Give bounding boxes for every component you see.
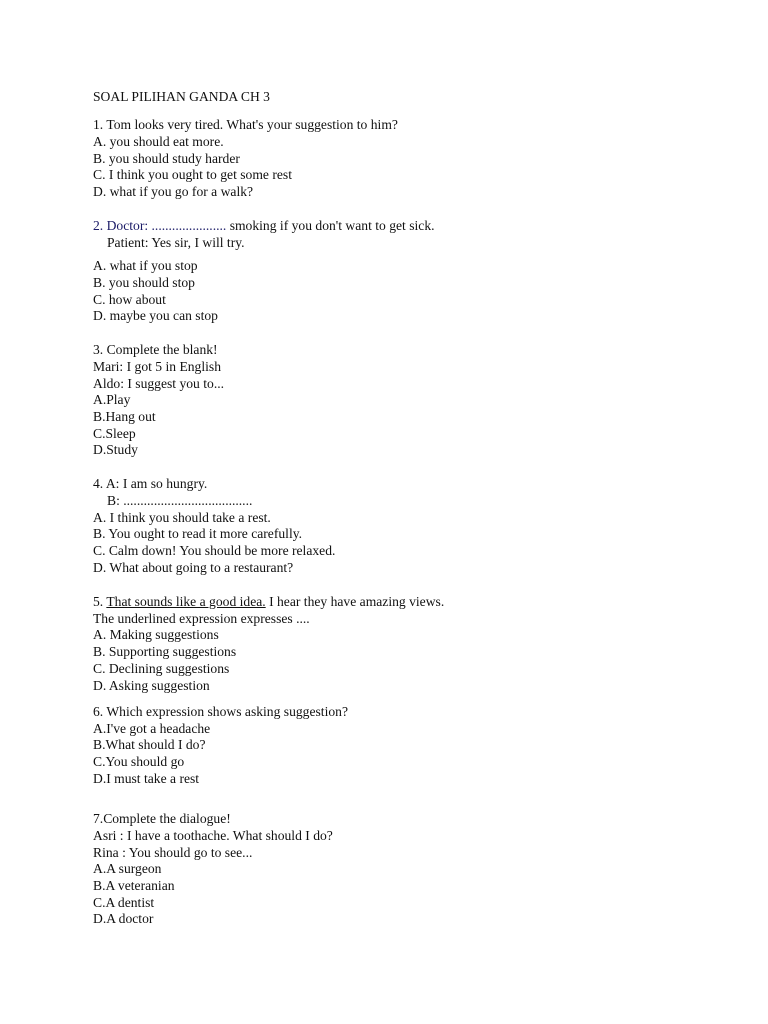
question-4-option-d: D. What about going to a restaurant? xyxy=(93,560,294,575)
question-6-stem: 6. Which expression shows asking suggestion? xyxy=(93,704,348,719)
question-2-option-a: A. what if you stop xyxy=(93,258,198,273)
question-7-dialogue-2: Rina : You should go to see... xyxy=(93,845,253,860)
question-3-option-b: B.Hang out xyxy=(93,409,156,424)
question-3-option-c: C.Sleep xyxy=(93,426,136,441)
question-3-dialogue-1: Mari: I got 5 in English xyxy=(93,359,221,374)
question-5-option-a: A. Making suggestions xyxy=(93,627,219,642)
question-1-stem: 1. Tom looks very tired. What's your suggestion to him? xyxy=(93,117,398,132)
question-7-dialogue-1: Asri : I have a toothache. What should I do? xyxy=(93,828,333,843)
question-4-stem-extra: B: ...................................... xyxy=(107,493,253,508)
question-7-stem: 7.Complete the dialogue! xyxy=(93,811,231,826)
question-2-stem xyxy=(93,218,435,234)
question-2-stem-tail: smoking if you don't want to get sick. xyxy=(226,218,435,233)
question-5-option-d: D. Asking suggestion xyxy=(93,678,210,693)
question-5-stem xyxy=(93,594,444,610)
question-5-underlined-expression: That sounds like a good idea. xyxy=(106,594,266,609)
question-5-stem-tail: I hear they have amazing views. xyxy=(265,594,445,609)
question-5-prompt: The underlined expression expresses .... xyxy=(93,611,310,626)
question-2-option-d: D. maybe you can stop xyxy=(93,308,218,323)
question-2-stem-extra: Patient: Yes sir, I will try. xyxy=(107,235,245,250)
question-2-stem-lead: 2. Doctor: xyxy=(93,218,152,233)
question-3-option-a: A.Play xyxy=(93,392,131,407)
question-7-option-c: C.A dentist xyxy=(93,895,155,910)
question-5-option-b: B. Supporting suggestions xyxy=(93,644,237,659)
document-title: SOAL PILIHAN GANDA CH 3 xyxy=(93,89,270,104)
question-2-option-c: C. how about xyxy=(93,292,166,307)
question-5-option-c: C. Declining suggestions xyxy=(93,661,230,676)
question-3-option-d: D.Study xyxy=(93,442,138,457)
question-7-option-b: B.A veteranian xyxy=(93,878,175,893)
question-1-option-a: A. you should eat more. xyxy=(93,134,224,149)
question-5-number: 5. xyxy=(93,594,107,609)
question-3-stem: 3. Complete the blank! xyxy=(93,342,218,357)
question-2-option-b: B. you should stop xyxy=(93,275,195,290)
question-2-blank: ...................... xyxy=(151,218,227,233)
question-4-option-b: B. You ought to read it more carefully. xyxy=(93,526,303,541)
question-7-option-a: A.A surgeon xyxy=(93,861,162,876)
question-6-option-d: D.I must take a rest xyxy=(93,771,200,786)
question-1-option-b: B. you should study harder xyxy=(93,151,240,166)
question-6-option-a: A.I've got a headache xyxy=(93,721,211,736)
question-6-option-b: B.What should I do? xyxy=(93,737,206,752)
question-4-option-a: A. I think you should take a rest. xyxy=(93,510,271,525)
question-7-option-d: D.A doctor xyxy=(93,911,154,926)
question-4-stem: 4. A: I am so hungry. xyxy=(93,476,208,491)
question-6-option-c: C.You should go xyxy=(93,754,185,769)
question-4-option-c: C. Calm down! You should be more relaxed. xyxy=(93,543,336,558)
question-1-option-c: C. I think you ought to get some rest xyxy=(93,167,292,182)
question-3-dialogue-2: Aldo: I suggest you to... xyxy=(93,376,225,391)
question-1-option-d: D. what if you go for a walk? xyxy=(93,184,254,199)
